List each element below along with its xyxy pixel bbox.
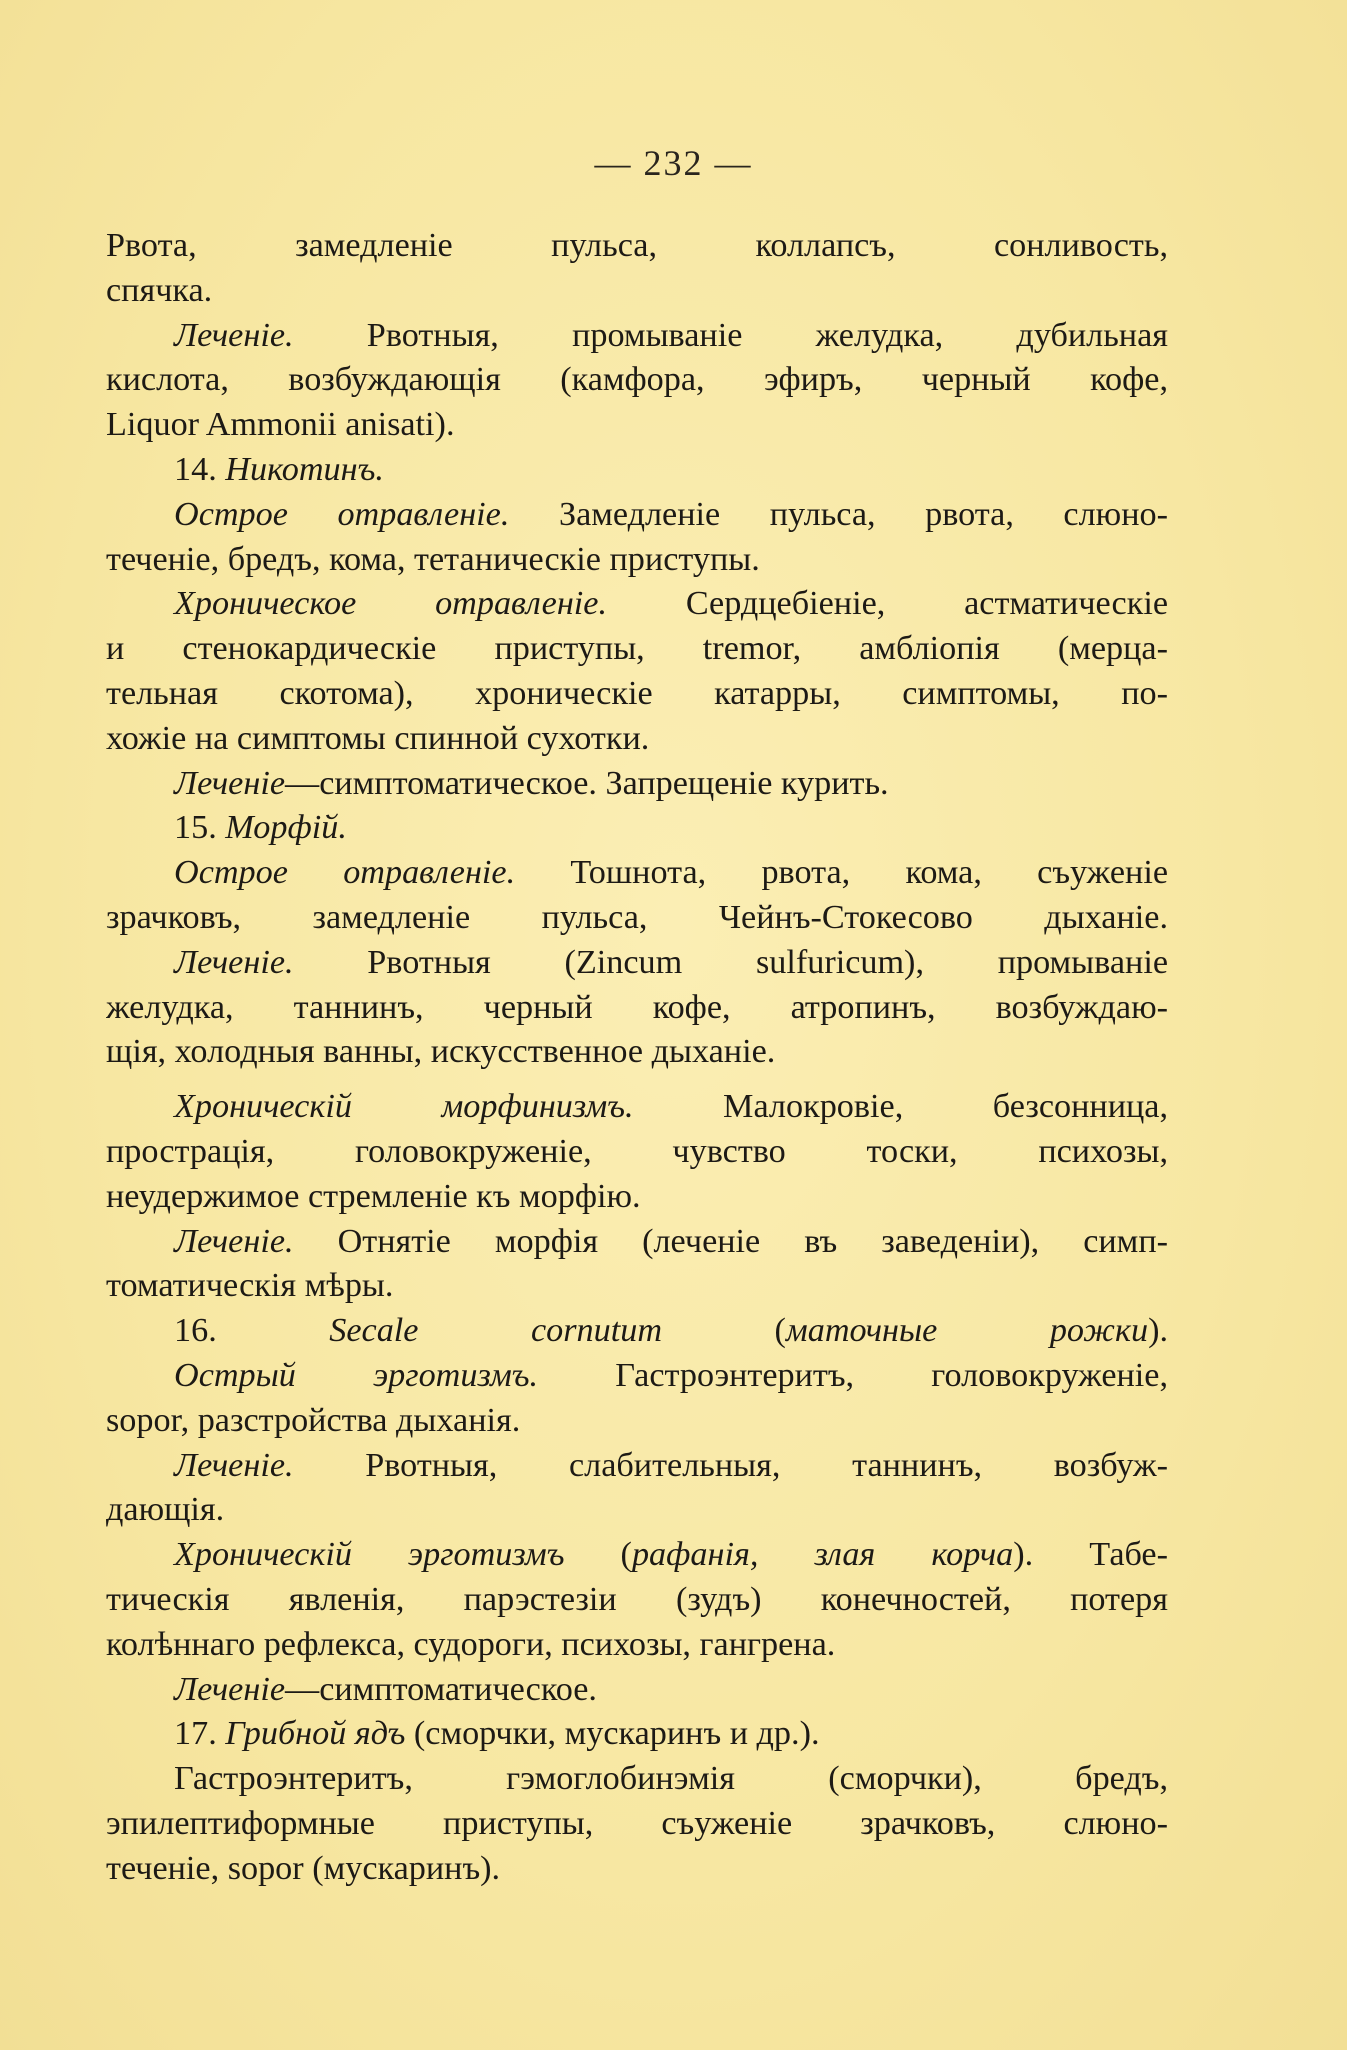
text-line — [106, 672, 1168, 717]
text-run: 15. — [174, 809, 226, 847]
text-line — [106, 1533, 1168, 1578]
text-run: спячка. — [106, 271, 213, 309]
text-run: Замедленіе пульса, рвота, слюно- — [509, 495, 1168, 533]
text-line — [106, 986, 1168, 1031]
text-run: дающія. — [106, 1491, 225, 1529]
text-run: тическія явленія, парэстезіи (зудъ) конечностей, потеря — [106, 1580, 1168, 1618]
text-run: —симптоматическое. Запрещеніе курить. — [285, 764, 889, 802]
text-run: и стенокардическіе приступы, tremor, амбліопія (мерца- — [106, 630, 1168, 668]
text-run: (сморчки, мускаринъ и др.). — [405, 1715, 820, 1753]
italic-text: Никотинъ. — [225, 450, 384, 488]
text-line — [106, 762, 1168, 807]
italic-text: рафанія, злая корча — [631, 1536, 1014, 1574]
text-line — [106, 358, 1168, 403]
italic-text: Хроническій эрготизмъ — [174, 1536, 565, 1574]
text-line — [106, 717, 1168, 762]
text-line — [106, 1712, 1168, 1757]
text-run: прострація, головокруженіе, чувство тоски, психозы, — [106, 1132, 1168, 1170]
italic-text: Secale cornutum — [329, 1312, 663, 1350]
text-run: 16. — [174, 1312, 330, 1350]
text-run: щія, холодныя ванны, искусственное дыханіе. — [106, 1033, 776, 1071]
text-run: ( — [662, 1312, 786, 1350]
text-line — [106, 314, 1168, 359]
text-run: хожіе на симптомы спинной сухотки. — [106, 719, 650, 757]
text-line — [106, 1757, 1168, 1802]
italic-text: Леченіе — [174, 1670, 285, 1708]
text-run: Гастроэнтеритъ, гэмоглобинэмія (сморчки), бредъ, — [174, 1760, 1168, 1798]
text-run: Рвотныя (Zincum sulfuricum), промываніе — [293, 943, 1168, 981]
text-run: Малокровіе, безсонница, — [633, 1088, 1168, 1126]
text-line — [106, 1802, 1168, 1847]
text-run: тельная скотома), хроническіе катарры, симптомы, по- — [106, 674, 1168, 712]
text-line — [106, 224, 1168, 269]
italic-text: Леченіе. — [174, 943, 294, 981]
text-line — [106, 582, 1168, 627]
text-line — [106, 269, 1168, 314]
text-run: Тошнота, рвота, кома, съуженіе — [515, 854, 1168, 892]
text-line — [106, 1847, 1168, 1892]
text-line — [106, 1175, 1168, 1220]
text-line — [106, 941, 1168, 986]
text-run: теченіе, бредъ, кома, тетаническіе приступы. — [106, 540, 760, 578]
text-run: 17. — [174, 1715, 226, 1753]
text-run: Рвотныя, слабительныя, таннинъ, возбуж- — [293, 1446, 1168, 1484]
text-run: ( — [564, 1536, 632, 1574]
italic-text: Острый эрготизмъ. — [174, 1356, 539, 1394]
text-run: Рвота, замедленіе пульса, коллапсъ, сонливость, — [106, 227, 1168, 264]
italic-text: Леченіе. — [174, 316, 294, 354]
text-run: Рвотныя, промываніе желудка, дубильная — [293, 316, 1168, 354]
text-line — [106, 1444, 1168, 1489]
text-run: колѣннаго рефлекса, судороги, психозы, гангрена. — [106, 1625, 836, 1663]
italic-text: Острое отравленіе. — [174, 854, 516, 892]
text-run: Сердцебіеніе, астматическіе — [607, 585, 1168, 623]
text-line — [106, 1488, 1168, 1533]
text-run: желудка, таннинъ, черный кофе, атропинъ, возбуждаю- — [106, 988, 1168, 1026]
text-line — [106, 1085, 1168, 1130]
italic-text: Острое отравленіе. — [174, 495, 510, 533]
text-line — [106, 1220, 1168, 1265]
italic-text: Хроническое отравленіе. — [174, 585, 608, 623]
italic-text: Хроническій морфинизмъ. — [174, 1088, 634, 1126]
text-line — [106, 1668, 1168, 1713]
text-line — [106, 1623, 1168, 1668]
text-run: теченіе, sopor (мускаринъ). — [106, 1849, 501, 1887]
text-run: неудержимое стремленіе къ морфію. — [106, 1177, 641, 1215]
text-line — [106, 538, 1168, 583]
text-line — [106, 1399, 1168, 1444]
text-line — [106, 1030, 1168, 1075]
italic-text: Леченіе — [174, 764, 285, 802]
text-run: Отнятіе морфія (леченіе въ заведеніи), симп- — [293, 1222, 1168, 1260]
text-line — [106, 1354, 1168, 1399]
text-line — [106, 1264, 1168, 1309]
text-line — [106, 896, 1168, 941]
text-line — [106, 627, 1168, 672]
text-line — [106, 1130, 1168, 1175]
italic-text: Леченіе. — [174, 1222, 294, 1260]
text-line — [106, 1309, 1168, 1354]
text-run: Гастроэнтеритъ, головокруженіе, — [538, 1356, 1168, 1394]
text-line — [106, 806, 1168, 851]
text-line — [106, 851, 1168, 896]
page-number: — 232 — — [594, 143, 753, 183]
italic-text: Грибной ядъ — [225, 1715, 406, 1753]
text-run: 14. — [174, 450, 226, 488]
text-run: зрачковъ, замедленіе пульса, Чейнъ-Стокесово дыханіе. — [106, 898, 1168, 936]
text-line — [106, 1578, 1168, 1623]
italic-text: Морфій. — [225, 809, 347, 847]
text-run: эпилептиформные приступы, съуженіе зрачковъ, слюно- — [106, 1804, 1168, 1842]
text-run: ). — [1148, 1312, 1168, 1350]
text-run: кислота, возбуждающія (камфора, эфиръ, черный кофе, — [106, 361, 1168, 399]
text-line — [106, 448, 1168, 493]
text-run: Liquor Ammonii anisati). — [106, 406, 455, 444]
italic-text: Леченіе. — [174, 1446, 294, 1484]
text-run: томатическія мѣры. — [106, 1267, 394, 1305]
text-run: sopor, разстройства дыханія. — [106, 1401, 521, 1439]
text-line — [106, 403, 1168, 448]
text-line — [106, 493, 1168, 538]
italic-text: маточные рожки — [785, 1312, 1149, 1350]
text-run: ). Табе- — [1013, 1536, 1168, 1574]
text-run: —симптоматическое. — [285, 1670, 597, 1708]
body-text — [106, 224, 1168, 1891]
